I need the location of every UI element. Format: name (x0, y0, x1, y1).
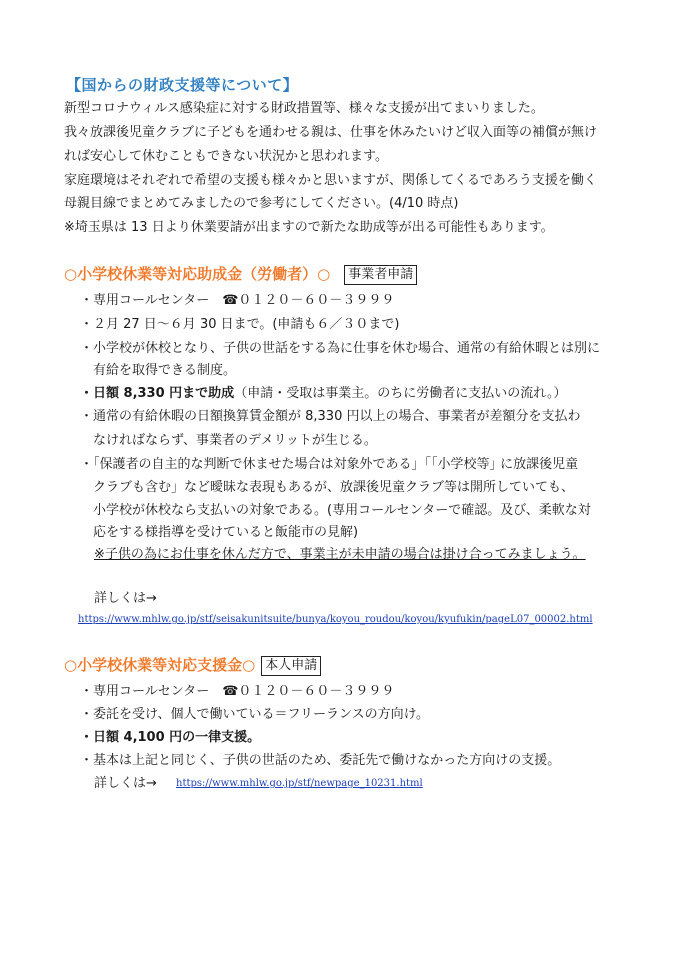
intro-line-6: ※埼玉県は 13 日より休業要請が出ますので新たな助成等が出る可能性もあります。 (64, 220, 554, 235)
s1-amount-rest: （申請・受取は事業主。のちに労働者に支払いの流れ。） (234, 386, 567, 401)
s2-more-label: 詳しくは→ (94, 776, 157, 791)
s1-item-1: ・専用コールセンター ☎０１２０－６０－３９９９ (80, 293, 395, 308)
intro-line-5: 母親目線でまとめてみましたので参考にしてください。(4/10 時点) (64, 196, 459, 211)
s1-amount-bold: ・日額 8,330 円まで助成 (80, 386, 235, 401)
section2-badge: 本人申請 (261, 656, 321, 676)
s1-item-5: ・「保護者の自主的な判断で休ませた場合は対象外である」「｢小学校等｣ に放課後児童 (80, 457, 579, 472)
s1-link[interactable]: https://www.mhlw.go.jp/stf/seisakunitsuite/bunya/koyou_roudou/koyou/kyufukin/pageL07_00002.html (78, 614, 593, 625)
intro-line-3: れば安心して休むこともできない状況かと思われます。 (64, 149, 388, 164)
s1-item-3-cont: 有給を取得できる制度。 (80, 363, 237, 378)
s2-item-3: ・基本は上記と同じく、子供の世話のため、委託先で働けなかった方向けの支援。 (80, 753, 561, 768)
page-heading: 【国からの財政支援等について】 (66, 76, 299, 94)
section1-title (64, 263, 417, 285)
s2-amount: ・日額 4,100 円の一律支援。 (80, 730, 261, 745)
s1-note: ※子供の為にお仕事を休んだ方で、事業主が未申請の場合は掛け合ってみましょう。 (94, 547, 586, 562)
intro-line-1: 新型コロナウィルス感染症に対する財政措置等、様々な支援が出てまいりました。 (64, 101, 544, 116)
s1-item-4-cont: なければならず、事業者のデメリットが生じる。 (80, 433, 377, 448)
s1-more-label: 詳しくは→ (94, 591, 157, 606)
section1-title-text: ○小学校休業等対応助成金（労働者）○ (64, 265, 331, 283)
s1-amount-line (80, 383, 566, 404)
s2-item-1: ・専用コールセンター ☎０１２０－６０－３９９９ (80, 684, 395, 699)
s1-item-5-cont2: 小学校が休校なら支払いの対象である。(専用コールセンターで確認。及び、柔軟な対 (80, 503, 591, 518)
s1-item-5-cont1: クラブも含む」など曖昧な表現もあるが、放課後児童クラブ等は開所していても、 (80, 480, 575, 495)
s1-item-4: ・通常の有給休暇の日額換算賃金額が 8,330 円以上の場合、事業者が差額分を支払わ (80, 409, 581, 424)
s2-item-2: ・委託を受け、個人で働いている＝フリーランスの方向け。 (80, 707, 430, 722)
s1-item-2: ・２月 27 日～６月 30 日まで。(申請も６／３０まで) (80, 317, 400, 332)
intro-line-2: 我々放課後児童クラブに子どもを通わせる親は、仕事を休みたいけど収入面等の補償が無け (64, 125, 598, 140)
s1-item-5-cont3: 応をする様指導を受けていると飯能市の見解) (80, 525, 359, 540)
section2-title (64, 654, 321, 676)
intro-line-4: 家庭環境はそれぞれで希望の支援も様々かと思いますが、関係してくるであろう支援を働く (64, 173, 597, 188)
section1-badge: 事業者申請 (344, 265, 417, 285)
section2-title-text: ○小学校休業等対応支援金○ (64, 656, 256, 674)
s1-item-3: ・小学校が休校となり、子供の世話をする為に仕事を休む場合、通常の有給休暇とは別に (80, 341, 601, 356)
s2-link[interactable]: https://www.mhlw.go.jp/stf/newpage_10231.html (176, 778, 423, 789)
